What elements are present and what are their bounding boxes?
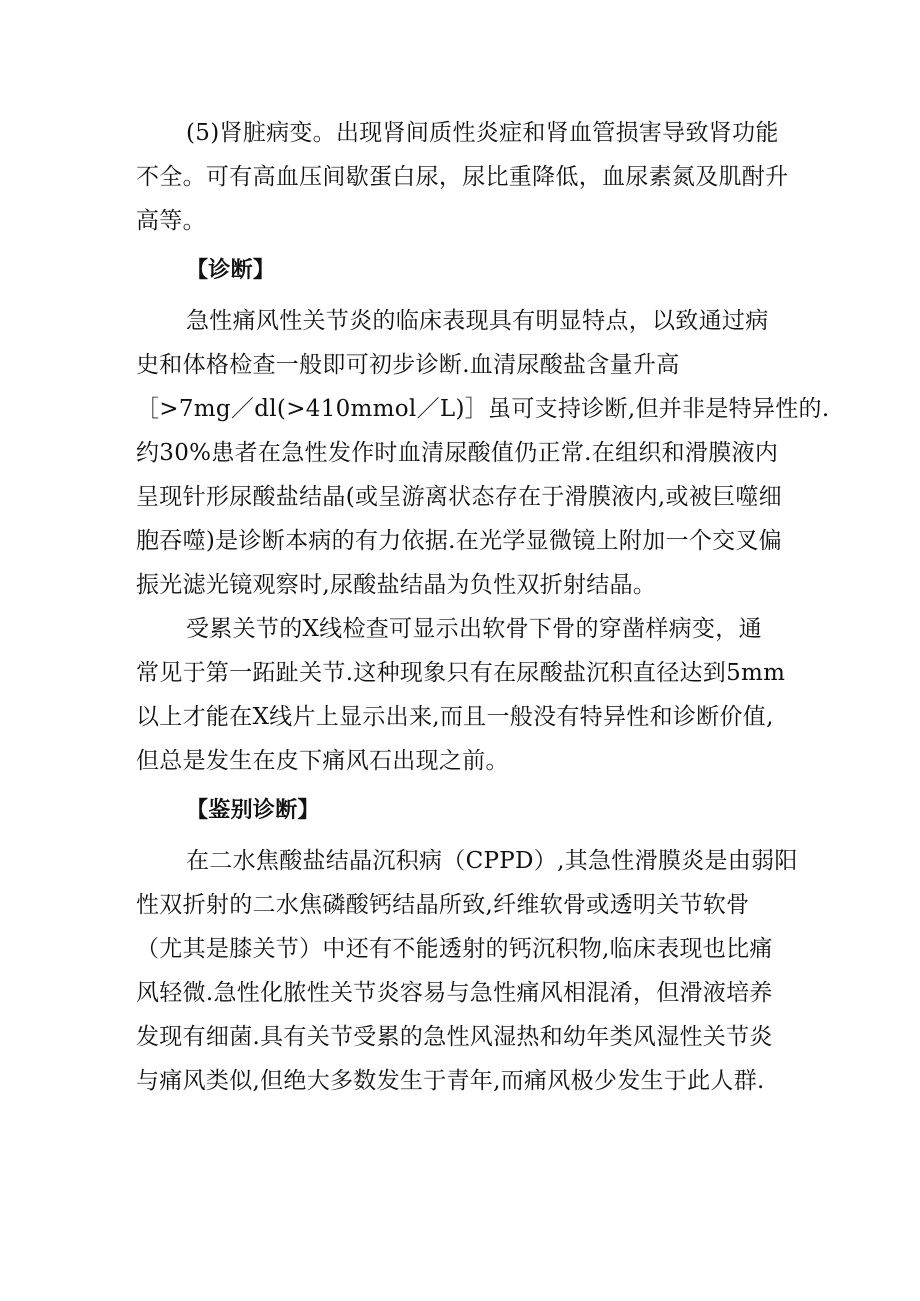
- text-line: 呈现针形尿酸盐结晶(或呈游离状态存在于滑膜液内,或被巨噬细: [136, 484, 782, 510]
- paragraph-xray: [136, 607, 796, 783]
- text-line: 不全。可有高血压间歇蛋白尿，尿比重降低，血尿素氮及肌酎升: [136, 164, 789, 190]
- heading-diagnosis: 【诊断】: [186, 258, 276, 283]
- text-line: 以上才能在X线片上显示出来,而且一般没有特异性和诊断价值,: [136, 704, 774, 730]
- text-line: 受累关节的X线检查可显示出软骨下骨的穿凿样病变，通: [186, 616, 762, 642]
- text-line: 与痛风类似,但绝大多数发生于青年,而痛风极少发生于此人群.: [136, 1068, 765, 1094]
- text-line: 发现有细菌.具有关节受累的急性风湿热和幼年类风湿性关节炎: [136, 1024, 773, 1050]
- text-line: ［>7mg／dl(>410mmol／L)］虽可支持诊断,但并非是特异性的.: [136, 396, 830, 422]
- text-line: 在二水焦酸盐结晶沉积病（CPPD）,其急性滑膜炎是由弱阳: [186, 848, 798, 874]
- heading-differential-diagnosis: 【鉴别诊断】: [186, 798, 320, 823]
- text-line: 常见于第一跖趾关节.这种现象只有在尿酸盐沉积直径达到5mm: [136, 660, 786, 686]
- text-line: 振光滤光镜观察时,尿酸盐结晶为负性双折射结晶。: [136, 572, 657, 598]
- text-line: (5)肾脏病变。出现肾间质性炎症和肾血管损害导致肾功能: [186, 120, 779, 146]
- text-line: 史和体格检查一般即可初步诊断.血清尿酸盐含量升高: [136, 352, 680, 378]
- text-line: 风轻微.急性化脓性关节炎容易与急性痛风相混淆，但滑液培养: [136, 980, 773, 1006]
- text-line: 高等。: [136, 208, 206, 234]
- text-line: 急性痛风性关节炎的临床表现具有明显特点，以致通过病: [186, 308, 769, 334]
- paragraph-kidney-lesion: [136, 111, 796, 243]
- document-page: [136, 111, 830, 1103]
- text-line: 约30%患者在急性发作时血清尿酸值仍正常.在组织和滑膜液内: [136, 440, 779, 466]
- text-line: 性双折射的二水焦磷酸钙结晶所致,纤维软骨或透明关节软骨: [136, 892, 750, 918]
- paragraph-differential-diagnosis: [136, 839, 796, 1103]
- text-line: 但总是发生在皮下痛风石出现之前。: [136, 748, 509, 774]
- text-line: （尤其是膝关节）中还有不能透射的钙沉积物,临床表现也比痛: [136, 936, 773, 962]
- text-line: 胞吞噬)是诊断本病的有力依据.在光学显微镜上附加一个交叉偏: [136, 528, 782, 554]
- paragraph-diagnosis: [136, 299, 830, 607]
